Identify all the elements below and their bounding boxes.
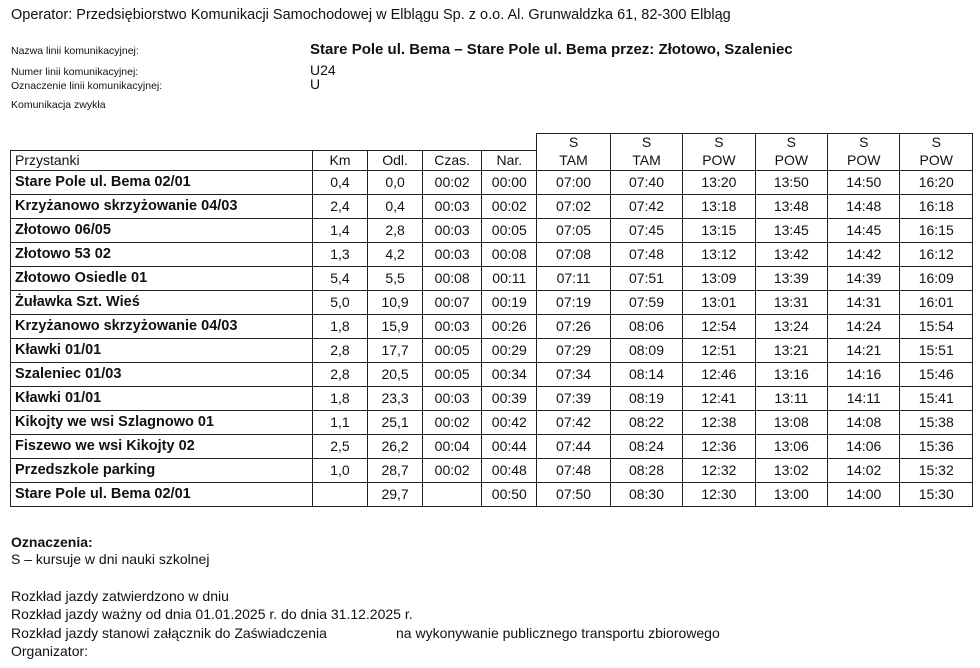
table-row [11, 194, 973, 218]
departure-time: 07:48 [610, 242, 682, 266]
departure-time: 13:06 [755, 434, 827, 458]
departure-time: 07:59 [610, 290, 682, 314]
cell-km: 2,8 [312, 338, 367, 362]
departure-time: 14:24 [828, 314, 900, 338]
stop-name: Fiszewo we wsi Kikojty 02 [11, 434, 313, 458]
departure-time: 07:05 [537, 218, 610, 242]
cell-odl: 20,5 [368, 362, 423, 386]
departure-time: 13:42 [755, 242, 827, 266]
table-row [11, 362, 973, 386]
cell-nar: 00:02 [482, 194, 537, 218]
course-mark-row [11, 134, 973, 151]
stop-name: Stare Pole ul. Bema 02/01 [11, 482, 313, 506]
cell-odl: 0,0 [368, 170, 423, 194]
cell-nar: 00:26 [482, 314, 537, 338]
cell-czas: 00:07 [423, 290, 482, 314]
departure-time: 13:24 [755, 314, 827, 338]
cell-km: 5,0 [312, 290, 367, 314]
cell-km: 1,0 [312, 458, 367, 482]
course-direction: POW [900, 150, 973, 170]
departure-time: 08:30 [610, 482, 682, 506]
departure-time: 12:38 [683, 410, 755, 434]
departure-time: 12:32 [683, 458, 755, 482]
line-mark: U [310, 76, 321, 92]
departure-time: 15:38 [900, 410, 973, 434]
departure-time: 08:09 [610, 338, 682, 362]
departure-time: 08:19 [610, 386, 682, 410]
departure-time: 07:19 [537, 290, 610, 314]
departure-time: 07:45 [610, 218, 682, 242]
departure-time: 16:01 [900, 290, 973, 314]
cell-czas: 00:02 [423, 170, 482, 194]
course-direction: POW [755, 150, 827, 170]
departure-time: 14:16 [828, 362, 900, 386]
cell-czas: 00:03 [423, 242, 482, 266]
cell-odl: 17,7 [368, 338, 423, 362]
departure-time: 12:54 [683, 314, 755, 338]
table-row [11, 170, 973, 194]
departure-time: 15:41 [900, 386, 973, 410]
departure-time: 13:48 [755, 194, 827, 218]
table-row [11, 266, 973, 290]
cell-nar: 00:39 [482, 386, 537, 410]
stop-name: Złotowo Osiedle 01 [11, 266, 313, 290]
cell-km: 1,1 [312, 410, 367, 434]
departure-time: 08:06 [610, 314, 682, 338]
timetable-body [11, 170, 973, 506]
departure-time: 14:08 [828, 410, 900, 434]
cell-odl: 5,5 [368, 266, 423, 290]
operator-line: Operator: Przedsiębiorstwo Komunikacji Samochodowej w Elblągu Sp. z o.o. Al. Grunwaldzka 61, 82-300 Elbląg [11, 7, 731, 23]
course-mark: S [828, 134, 900, 151]
course-mark: S [755, 134, 827, 151]
departure-time: 15:51 [900, 338, 973, 362]
departure-time: 07:42 [610, 194, 682, 218]
cell-czas: 00:05 [423, 338, 482, 362]
table-row [11, 338, 973, 362]
departure-time: 16:18 [900, 194, 973, 218]
stop-name: Złotowo 53 02 [11, 242, 313, 266]
table-row [11, 290, 973, 314]
validity-period: Rozkład jazdy ważny od dnia 01.01.2025 r. do dnia 31.12.2025 r. [11, 606, 413, 622]
line-mark-label: Oznaczenie linii komunikacyjnej: [11, 80, 163, 92]
departure-time: 07:50 [537, 482, 610, 506]
departure-time: 14:11 [828, 386, 900, 410]
departure-time: 14:42 [828, 242, 900, 266]
departure-time: 16:20 [900, 170, 973, 194]
line-name: Stare Pole ul. Bema – Stare Pole ul. Bema przez: Złotowo, Szaleniec [310, 41, 793, 58]
departure-time: 14:31 [828, 290, 900, 314]
cell-czas: 00:03 [423, 218, 482, 242]
departure-time: 07:00 [537, 170, 610, 194]
departure-time: 13:08 [755, 410, 827, 434]
departure-time: 13:18 [683, 194, 755, 218]
cell-nar: 00:29 [482, 338, 537, 362]
cell-nar: 00:00 [482, 170, 537, 194]
departure-time: 13:21 [755, 338, 827, 362]
departure-time: 16:15 [900, 218, 973, 242]
departure-time: 13:45 [755, 218, 827, 242]
approval-date: Rozkład jazdy zatwierdzono w dniu [11, 588, 229, 604]
departure-time: 14:50 [828, 170, 900, 194]
departure-time: 12:46 [683, 362, 755, 386]
cell-czas: 00:04 [423, 434, 482, 458]
cell-odl: 10,9 [368, 290, 423, 314]
departure-time: 07:42 [537, 410, 610, 434]
cell-odl: 28,7 [368, 458, 423, 482]
cell-nar: 00:11 [482, 266, 537, 290]
cell-km [312, 482, 367, 506]
table-row [11, 218, 973, 242]
cell-km: 2,8 [312, 362, 367, 386]
departure-time: 12:51 [683, 338, 755, 362]
departure-time: 16:12 [900, 242, 973, 266]
departure-time: 14:02 [828, 458, 900, 482]
stop-name: Krzyżanowo skrzyżowanie 04/03 [11, 314, 313, 338]
cell-km: 5,4 [312, 266, 367, 290]
column-header-odl: Odl. [368, 150, 423, 170]
cell-nar: 00:50 [482, 482, 537, 506]
course-mark: S [610, 134, 682, 151]
stop-name: Przedszkole parking [11, 458, 313, 482]
departure-time: 13:39 [755, 266, 827, 290]
cell-nar: 00:48 [482, 458, 537, 482]
departure-time: 07:39 [537, 386, 610, 410]
cell-odl: 0,4 [368, 194, 423, 218]
departure-time: 16:09 [900, 266, 973, 290]
departure-time: 13:09 [683, 266, 755, 290]
column-header-row [11, 150, 973, 170]
departure-time: 13:12 [683, 242, 755, 266]
departure-time: 14:00 [828, 482, 900, 506]
table-row [11, 434, 973, 458]
cell-km: 1,8 [312, 314, 367, 338]
table-row [11, 386, 973, 410]
attachment-note-continued: na wykonywanie publicznego transportu zbiorowego [396, 625, 720, 641]
cell-km: 2,4 [312, 194, 367, 218]
departure-time: 12:30 [683, 482, 755, 506]
cell-czas: 00:02 [423, 458, 482, 482]
legend-title: Oznaczenia: [11, 534, 93, 550]
departure-time: 14:48 [828, 194, 900, 218]
departure-time: 07:34 [537, 362, 610, 386]
organizer-label: Organizator: [11, 643, 89, 659]
cell-km: 1,8 [312, 386, 367, 410]
cell-nar: 00:08 [482, 242, 537, 266]
cell-odl: 2,8 [368, 218, 423, 242]
table-row [11, 410, 973, 434]
departure-time: 13:50 [755, 170, 827, 194]
column-header-czas: Czas. [423, 150, 482, 170]
departure-time: 14:39 [828, 266, 900, 290]
departure-time: 15:54 [900, 314, 973, 338]
table-row [11, 242, 973, 266]
departure-time: 14:45 [828, 218, 900, 242]
stop-name: Krzyżanowo skrzyżowanie 04/03 [11, 194, 313, 218]
line-number: U24 [310, 62, 336, 78]
cell-czas: 00:03 [423, 386, 482, 410]
departure-time: 07:51 [610, 266, 682, 290]
departure-time: 13:16 [755, 362, 827, 386]
stop-name: Żuławka Szt. Wieś [11, 290, 313, 314]
departure-time: 15:36 [900, 434, 973, 458]
table-row [11, 482, 973, 506]
table-row [11, 314, 973, 338]
cell-km: 0,4 [312, 170, 367, 194]
line-number-label: Numer linii komunikacyjnej: [11, 66, 139, 78]
departure-time: 07:26 [537, 314, 610, 338]
departure-time: 08:14 [610, 362, 682, 386]
stop-name: Kławki 01/01 [11, 338, 313, 362]
stop-name: Kikojty we wsi Szlagnowo 01 [11, 410, 313, 434]
course-direction: TAM [610, 150, 682, 170]
departure-time: 07:08 [537, 242, 610, 266]
course-mark: S [683, 134, 755, 151]
cell-odl: 4,2 [368, 242, 423, 266]
legend-s: S – kursuje w dni nauki szkolnej [11, 551, 210, 567]
departure-time: 14:21 [828, 338, 900, 362]
cell-nar: 00:34 [482, 362, 537, 386]
cell-czas [423, 482, 482, 506]
cell-odl: 26,2 [368, 434, 423, 458]
cell-czas: 00:02 [423, 410, 482, 434]
table-row [11, 458, 973, 482]
departure-time: 13:00 [755, 482, 827, 506]
departure-time: 13:31 [755, 290, 827, 314]
column-header-stops: Przystanki [11, 150, 313, 170]
cell-czas: 00:03 [423, 194, 482, 218]
communication-type: Komunikacja zwykła [11, 99, 106, 111]
cell-nar: 00:05 [482, 218, 537, 242]
cell-czas: 00:03 [423, 314, 482, 338]
cell-nar: 00:42 [482, 410, 537, 434]
cell-czas: 00:08 [423, 266, 482, 290]
timetable [10, 133, 973, 507]
column-header-nar: Nar. [482, 150, 537, 170]
column-header-km: Km [312, 150, 367, 170]
cell-km: 1,4 [312, 218, 367, 242]
departure-time: 08:24 [610, 434, 682, 458]
cell-nar: 00:19 [482, 290, 537, 314]
stop-name: Szaleniec 01/03 [11, 362, 313, 386]
departure-time: 13:11 [755, 386, 827, 410]
departure-time: 07:44 [537, 434, 610, 458]
stop-name: Złotowo 06/05 [11, 218, 313, 242]
departure-time: 14:06 [828, 434, 900, 458]
stop-name: Kławki 01/01 [11, 386, 313, 410]
course-direction: POW [828, 150, 900, 170]
departure-time: 13:01 [683, 290, 755, 314]
cell-odl: 29,7 [368, 482, 423, 506]
departure-time: 12:36 [683, 434, 755, 458]
course-direction: POW [683, 150, 755, 170]
departure-time: 07:40 [610, 170, 682, 194]
departure-time: 13:20 [683, 170, 755, 194]
departure-time: 13:15 [683, 218, 755, 242]
departure-time: 07:29 [537, 338, 610, 362]
departure-time: 08:22 [610, 410, 682, 434]
cell-czas: 00:05 [423, 362, 482, 386]
cell-km: 2,5 [312, 434, 367, 458]
course-mark: S [537, 134, 610, 151]
departure-time: 15:30 [900, 482, 973, 506]
departure-time: 15:32 [900, 458, 973, 482]
course-direction: TAM [537, 150, 610, 170]
stop-name: Stare Pole ul. Bema 02/01 [11, 170, 313, 194]
departure-time: 07:48 [537, 458, 610, 482]
departure-time: 13:02 [755, 458, 827, 482]
cell-nar: 00:44 [482, 434, 537, 458]
departure-time: 08:28 [610, 458, 682, 482]
departure-time: 15:46 [900, 362, 973, 386]
line-name-label: Nazwa linii komunikacyjnej: [11, 45, 139, 57]
departure-time: 07:11 [537, 266, 610, 290]
course-mark: S [900, 134, 973, 151]
attachment-note: Rozkład jazdy stanowi załącznik do Zaświadczenia [11, 625, 327, 641]
cell-odl: 15,9 [368, 314, 423, 338]
departure-time: 07:02 [537, 194, 610, 218]
cell-odl: 25,1 [368, 410, 423, 434]
departure-time: 12:41 [683, 386, 755, 410]
cell-km: 1,3 [312, 242, 367, 266]
cell-odl: 23,3 [368, 386, 423, 410]
